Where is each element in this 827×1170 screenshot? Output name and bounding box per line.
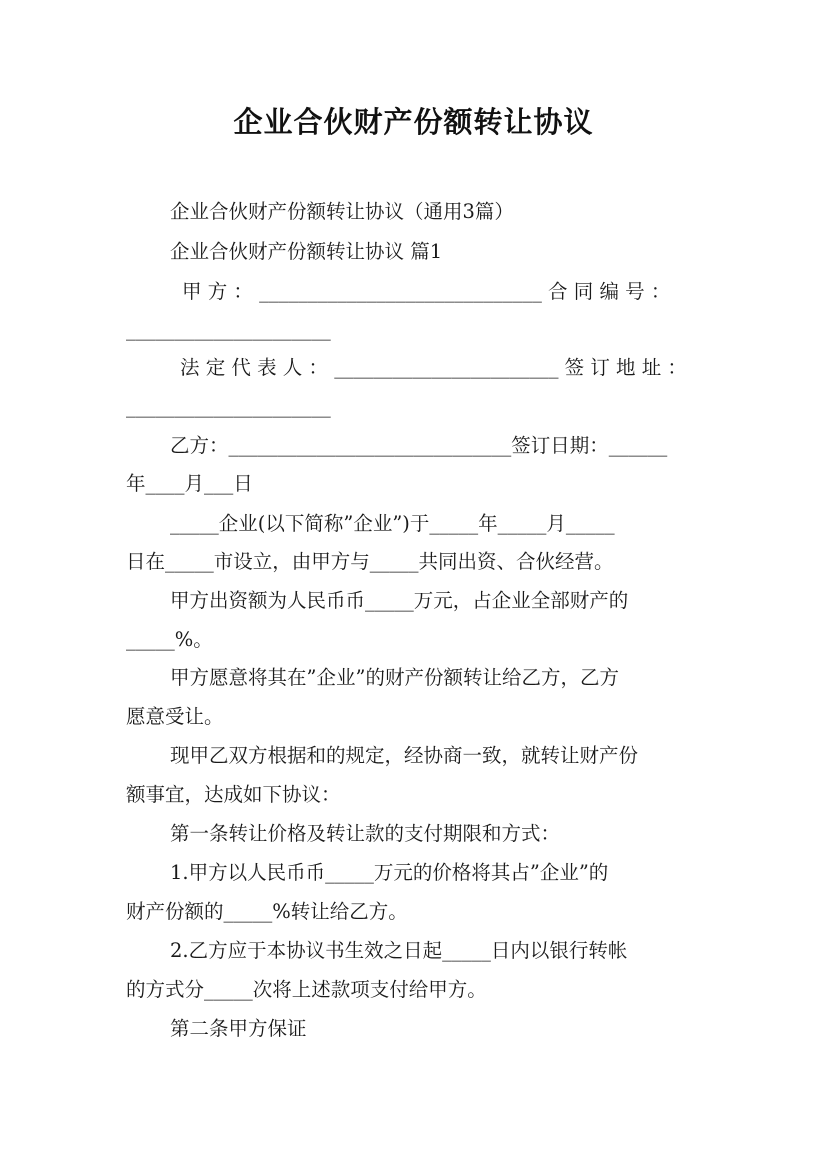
section-heading: 企业合伙财产份额转让协议 篇1 (170, 240, 443, 263)
paragraph-line: 1.甲方以人民币币_____万元的价格将其占”企业”的 (170, 861, 609, 884)
paragraph-line: 额事宜，达成如下协议： (126, 783, 341, 806)
paragraph-line: 愿意受让。 (126, 705, 224, 728)
document-title: 企业合伙财产份额转让协议 (233, 105, 594, 139)
paragraph-line: _____%。 (126, 628, 213, 651)
paragraph-line: 现甲乙双方根据和的规定，经协商一致，就转让财产份 (170, 744, 639, 767)
contract-number-blank: _____________________ (126, 318, 331, 341)
paragraph-line: 日在_____市设立，由甲方与_____共同出资、合伙经营。 (126, 550, 614, 573)
paragraph-line: 财产份额的_____%转让给乙方。 (126, 900, 408, 923)
paragraph-line: 的方式分_____次将上述款项支付给甲方。 (126, 978, 487, 1001)
party-a-line: 甲 方 ： _____________________________ 合 同 编 号 ： (182, 280, 671, 303)
legal-rep-line: 法 定 代 表 人 ： _______________________ 签 订 地 址 ： (180, 356, 687, 379)
party-b-line: 乙方：_____________________________签订日期：______ (170, 434, 668, 457)
article-heading: 第二条甲方保证 (170, 1017, 307, 1040)
paragraph-line: _____企业(以下简称”企业”)于_____年_____月_____ (170, 512, 615, 535)
article-heading: 第一条转让价格及转让款的支付期限和方式： (170, 822, 561, 845)
paragraph-line: 甲方出资额为人民币币_____万元，占企业全部财产的 (170, 589, 629, 612)
paragraph-line: 2.乙方应于本协议书生效之日起_____日内以银行转帐 (170, 939, 628, 962)
sign-date-line: 年____月___日 (126, 472, 253, 495)
subtitle-line: 企业合伙财产份额转让协议（通用3篇） (170, 200, 514, 223)
sign-address-blank: _____________________ (126, 395, 331, 418)
paragraph-line: 甲方愿意将其在”企业”的财产份额转让给乙方，乙方 (170, 666, 619, 689)
